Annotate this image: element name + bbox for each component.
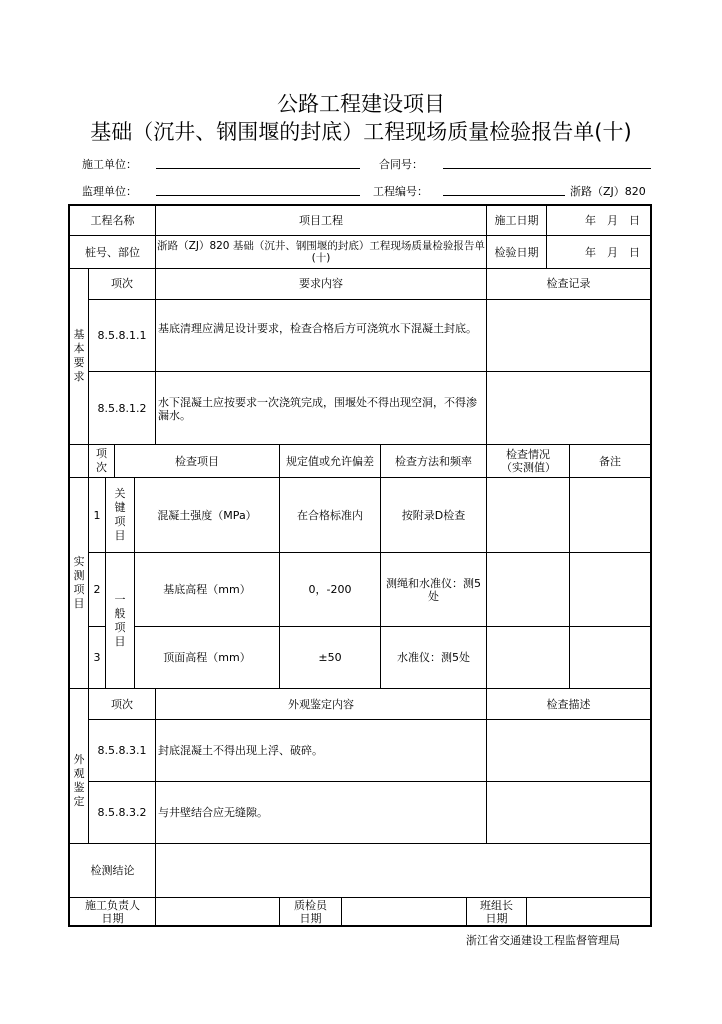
measured-col-item: 项次 <box>96 447 107 474</box>
measured-row-method: 测绳和水准仪：测5处 <box>386 576 481 603</box>
station-value[interactable]: 浙路（ZJ）820 基础（沉井、钢围堰的封底）工程现场质量检验报告单(十) <box>157 240 485 264</box>
supervisor-label: 监理单位： <box>82 185 137 198</box>
appearance-col-content: 外观鉴定内容 <box>288 697 354 711</box>
measured-row-no: 2 <box>93 583 101 596</box>
measured-row-spec: 在合格标准内 <box>297 508 363 522</box>
measured-col-check-item: 检查项目 <box>175 454 219 468</box>
station-label: 桩号、部位 <box>85 245 140 259</box>
measured-row-spec: 0，-200 <box>308 583 352 596</box>
basic-row-text: 水下混凝土应按要求一次浇筑完成，围堰处不得出现空洞，不得渗漏水。 <box>158 396 477 422</box>
measured-section-label: 实测项目 <box>73 554 85 610</box>
project-no-label: 工程编号： <box>373 185 428 198</box>
construction-date-value[interactable]: 年 月 日 <box>585 214 640 227</box>
measured-col-remark: 备注 <box>599 454 621 468</box>
form-code: 浙路（ZJ）820 <box>570 185 646 198</box>
measured-row-no: 3 <box>93 651 101 664</box>
page-title: 公路工程建设项目 <box>277 92 445 116</box>
measured-row-item: 基底高程（mm） <box>163 583 251 596</box>
appearance-section-label: 外观鉴定 <box>73 753 85 808</box>
basic-row-code: 8.5.8.1.1 <box>97 329 147 342</box>
project-name-value[interactable]: 项目工程 <box>299 214 343 227</box>
appearance-row-desc[interactable] <box>487 782 650 843</box>
appearance-row-code: 8.5.8.3.2 <box>97 806 147 819</box>
inspection-date-label: 检验日期 <box>494 245 539 259</box>
key-group-label: 关键项目 <box>114 487 126 542</box>
basic-row-record[interactable] <box>487 372 650 444</box>
basic-row-record[interactable] <box>487 300 650 371</box>
conclusion-label: 检测结论 <box>90 864 135 877</box>
measured-row-method: 水准仪：测5处 <box>397 651 470 664</box>
basic-col-content: 要求内容 <box>299 277 343 290</box>
construction-lead-field[interactable] <box>156 898 279 926</box>
project-name-label: 工程名称 <box>90 214 135 227</box>
footer-issuer: 浙江省交通建设工程监督管理局 <box>466 934 620 947</box>
appearance-row-text: 封底混凝土不得出现上浮、破碎。 <box>158 744 323 757</box>
measured-col-spec: 规定值或允许偏差 <box>286 454 374 468</box>
measured-row-item: 顶面高程（mm） <box>163 651 251 664</box>
construction-lead-label: 施工负责人 日期 <box>85 899 140 925</box>
measured-row-remark[interactable] <box>570 478 650 552</box>
quality-inspector-field[interactable] <box>342 898 466 926</box>
basic-col-record: 检查记录 <box>546 277 591 290</box>
measured-row-spec: ±50 <box>318 651 342 664</box>
measured-row-result[interactable] <box>487 627 569 688</box>
construction-date-label: 施工日期 <box>494 214 539 227</box>
page-subtitle: 基础（沉井、钢围堰的封底）工程现场质量检验报告单(十) <box>90 120 632 144</box>
basic-col-item: 项次 <box>111 277 133 290</box>
measured-row-result[interactable] <box>487 478 569 552</box>
measured-row-remark[interactable] <box>570 627 650 688</box>
basic-row-text: 基底清理应满足设计要求，检查合格后方可浇筑水下混凝土封底。 <box>158 322 477 335</box>
measured-col-method: 检查方法和频率 <box>395 454 472 468</box>
contractor-label: 施工单位： <box>82 158 137 171</box>
measured-row-item: 混凝土强度（MPa） <box>157 508 257 522</box>
appearance-col-item: 项次 <box>111 697 133 711</box>
basic-section-label: 基本要求 <box>73 328 85 383</box>
team-leader-label: 班组长 日期 <box>480 899 513 925</box>
contract-no-label: 合同号： <box>379 158 423 171</box>
appearance-col-desc: 检查描述 <box>546 697 591 711</box>
team-leader-field[interactable] <box>527 898 650 926</box>
measured-row-remark[interactable] <box>570 553 650 626</box>
appearance-row-code: 8.5.8.3.1 <box>97 744 147 757</box>
conclusion-field[interactable] <box>156 844 650 897</box>
measured-row-method: 按附录D检查 <box>401 508 466 522</box>
quality-inspector-label: 质检员 日期 <box>294 899 327 925</box>
inspection-date-value[interactable]: 年 月 日 <box>585 245 640 259</box>
measured-col-result: 检查情况（实测值） <box>501 448 556 474</box>
appearance-row-desc[interactable] <box>487 720 650 781</box>
basic-row-code: 8.5.8.1.2 <box>97 401 147 415</box>
general-group-label: 一般项目 <box>114 592 126 648</box>
measured-row-no: 1 <box>93 508 101 522</box>
appearance-row-text: 与井壁结合应无缝隙。 <box>158 806 268 819</box>
measured-row-result[interactable] <box>487 553 569 626</box>
